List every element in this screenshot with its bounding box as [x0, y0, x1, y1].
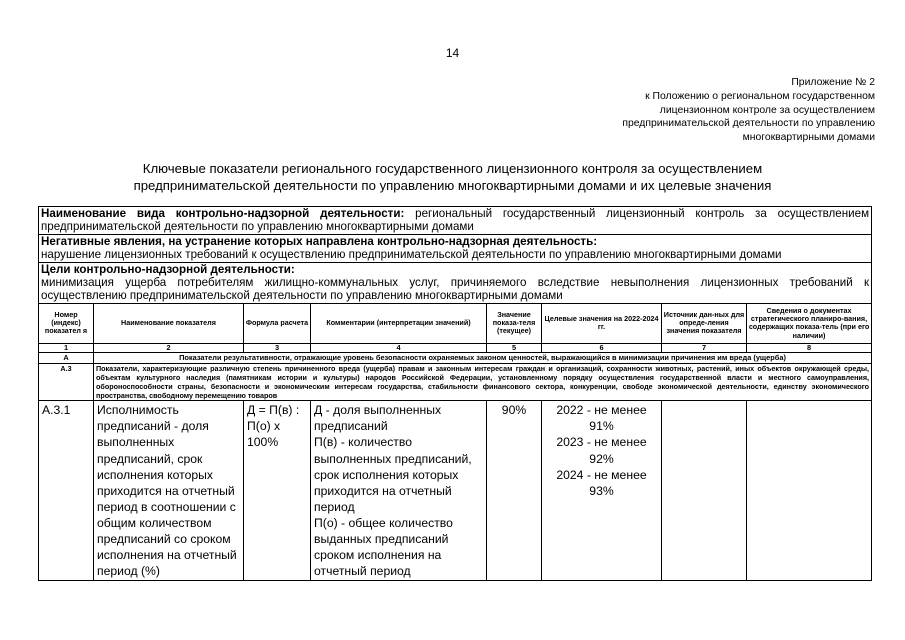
subsection-caption: Показатели, характеризующие различную степень причиненного вреда (ущерба) правам и законным интересам граждан и организаций, сохранности животных, растений, иных объектов окружающей среды, объектам культурного наследия (памятникам истории и культуры) народов Российской Федерации, установленному порядку осуществления государственной власти и местного самоуправления, обороноспособности страны, безопасности и экономическим интересам государства, стабильности финансового сектора, конкуренции, свободе экономической деятельности, единству экономического пространства, свободному перемещению товаров — [94, 363, 872, 400]
section-code: А — [39, 352, 94, 363]
control-type-cell — [39, 207, 872, 235]
indicator-code: А.3.1 — [39, 401, 94, 581]
indicator-formula: Д = П(в) : П(о) х 100% — [244, 401, 311, 581]
title-line-1: Ключевые показатели регионального государственного лицензионного контроля за осуществлением — [142, 161, 763, 176]
page-number: 14 — [445, 46, 460, 60]
comment-line: П(о) - общее количество выданных предписаний сроком исполнения на отчетный период — [314, 515, 453, 579]
column-number: 8 — [747, 343, 872, 352]
subsection-row — [39, 363, 872, 400]
column-number-row — [39, 343, 872, 352]
appendix-line: к Положению о региональном государственном — [645, 90, 875, 102]
appendix-header — [575, 76, 875, 145]
indicator-source — [662, 401, 747, 581]
goals-value: минимизация ущерба потребителям жилищно-коммунальных услуг, причиняемого вследствие невыполнения лицензионных требований к осуществлению предпринимательской деятельности по управлению многоквартирными домами — [41, 276, 870, 303]
target-line: 2024 - не менее 93% — [556, 467, 647, 498]
column-header: Значение показа-теля (текущее) — [487, 303, 542, 343]
appendix-line: предпринимательской деятельности по управлению — [622, 118, 875, 130]
target-line: 2022 - не менее 91% — [556, 403, 647, 434]
column-number: 4 — [311, 343, 487, 352]
negative-phenomena-value: нарушение лицензионных требований к осуществлению предпринимательской деятельности по управлению многоквартирными домами — [41, 248, 782, 262]
section-caption: Показатели результативности, отражающие уровень безопасности охраняемых законом ценностей, выражающийся в минимизации причинения им вреда (ущерба) — [94, 352, 872, 363]
column-number: 2 — [94, 343, 244, 352]
goals-label: Цели контрольно-надзорной деятельности: — [41, 262, 295, 276]
column-number: 1 — [39, 343, 94, 352]
column-header: Формула расчета — [244, 303, 311, 343]
negative-phenomena-label: Негативные явления, на устранение которых направлена контрольно-надзорная деятельность: — [41, 234, 598, 248]
column-number: 5 — [487, 343, 542, 352]
subsection-code: А.3 — [39, 363, 94, 400]
column-header: Наименование показателя — [94, 303, 244, 343]
negative-phenomena-cell — [39, 234, 872, 262]
control-type-row — [39, 207, 872, 235]
column-header: Сведения о документах стратегического планиро-вания, содержащих показа-тель (при его наличии) — [747, 303, 872, 343]
appendix-line: лицензионном контроле за осуществлением — [659, 104, 875, 116]
appendix-line: Приложение № 2 — [791, 77, 875, 88]
column-number: 3 — [244, 343, 311, 352]
column-number: 7 — [662, 343, 747, 352]
negative-phenomena-row — [39, 234, 872, 262]
column-header: Комментарии (интерпретации значений) — [311, 303, 487, 343]
goals-row — [39, 262, 872, 303]
section-row — [39, 352, 872, 363]
indicator-name: Исполнимость предписаний - доля выполненных предписаний, срок исполнения которых приходится на отчетный период в соотношении с общим количеством предписаний со сроком исполнения на отчетный период (%) — [94, 401, 244, 581]
comment-line: П(в) - количество выполненных предписаний, срок исполнения которых приходится на отчетный период — [314, 435, 472, 514]
indicator-row — [39, 401, 872, 581]
comment-line: Д - доля выполненных предписаний — [314, 403, 442, 434]
title-line-2: предпринимательской деятельности по управлению многоквартирными домами и их целевые значения — [133, 177, 772, 193]
column-number: 6 — [542, 343, 662, 352]
document-title — [0, 161, 905, 194]
control-type-value: региональный государственный лицензионный контроль за осуществлением предпринимательской деятельности по управлению многоквартирными домами — [41, 207, 870, 234]
indicator-targets — [542, 401, 662, 581]
indicators-table — [38, 206, 872, 581]
column-header-row — [39, 303, 872, 343]
indicator-current-value: 90% — [487, 401, 542, 581]
control-type-label: Наименование вида контрольно-надзорной деятельности: — [41, 207, 405, 220]
target-line: 2023 - не менее 92% — [556, 435, 647, 466]
column-header: Номер (индекс) показател я — [39, 303, 94, 343]
indicator-strategic-docs — [747, 401, 872, 581]
column-header: Целевые значения на 2022-2024 гг. — [542, 303, 662, 343]
indicator-comments — [311, 401, 487, 581]
appendix-line: многоквартирными домами — [742, 132, 875, 144]
column-header: Источник дан-ных для опреде-ления значения показателя — [662, 303, 747, 343]
goals-cell — [39, 262, 872, 303]
